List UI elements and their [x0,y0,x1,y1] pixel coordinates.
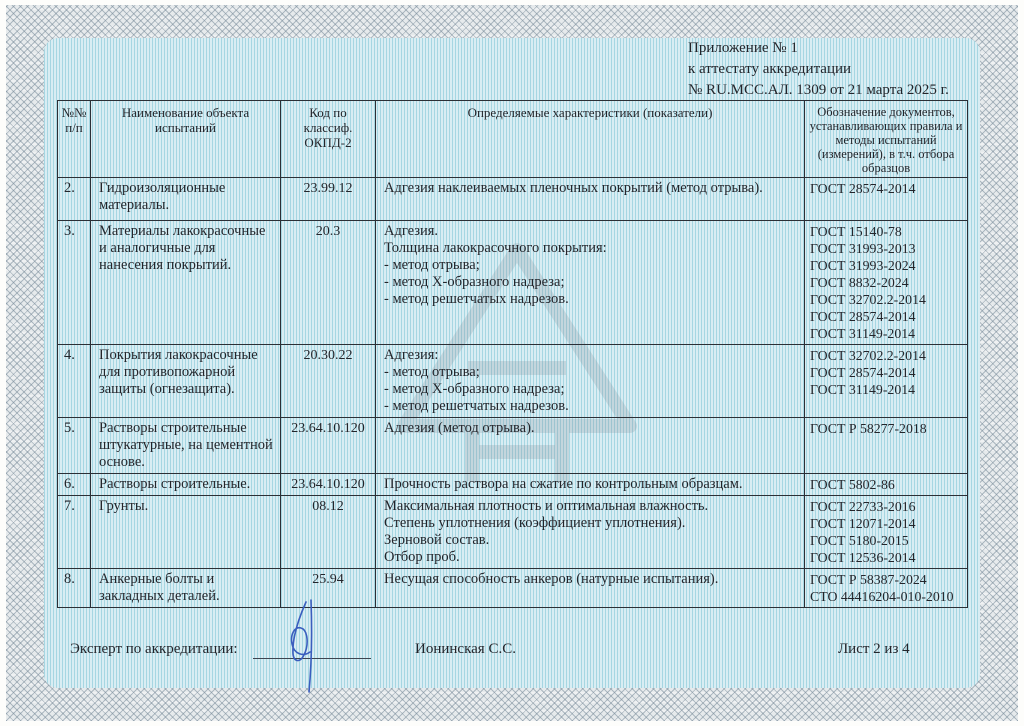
document-line: ГОСТ 32702.2-2014 [810,292,926,307]
header-line: Код по [309,105,347,120]
okpd-code: 23.64.10.120 [281,474,376,496]
annex-header-note [688,38,949,101]
document-line: ГОСТ 31993-2024 [810,258,916,273]
characteristic-line: Прочность раствора на сжатие по контрольным образцам. [384,476,743,492]
characteristics [376,221,805,345]
characteristic-line: Толщина лакокрасочного покрытия: [384,240,607,256]
row-number: 4. [58,345,91,418]
okpd-code: 25.94 [281,569,376,608]
characteristic-line: Зерновой состав. [384,532,490,548]
table-header [58,101,968,178]
characteristic-line: - метод Х-образного надреза; [384,381,565,397]
object-name: Гидроизоляционные материалы. [91,178,281,221]
characteristic-line: Отбор проб. [384,549,460,565]
standards-documents [805,474,968,496]
document-line: ГОСТ 28574-2014 [810,365,916,380]
row-number: 2. [58,178,91,221]
object-name: Материалы лакокрасочные и аналогичные для нанесения покрытий. [91,221,281,345]
document-line: ГОСТ 12536-2014 [810,550,916,565]
document-line: СТО 44416204-010-2010 [810,589,954,604]
table-row [58,221,968,345]
characteristic-line: Максимальная плотность и оптимальная влажность. [384,498,709,514]
document-line: ГОСТ 31149-2014 [810,382,916,397]
object-name: Растворы строительные. [91,474,281,496]
column-header [281,101,376,178]
table-row [58,569,968,608]
document-line: ГОСТ 32702.2-2014 [810,348,926,363]
table-row [58,496,968,569]
row-number: 5. [58,418,91,474]
characteristic-line: Несущая способность анкеров (натурные испытания). [384,571,719,587]
okpd-code: 08.12 [281,496,376,569]
document-line: ГОСТ 28574-2014 [810,309,916,324]
header-line: №№ [61,105,87,120]
header-line: ОКПД-2 [304,135,352,150]
document-line: ГОСТ 8832-2024 [810,275,909,290]
object-name: Покрытия лакокрасочные для противопожарной защиты (огнезащита). [91,345,281,418]
standards-documents [805,418,968,474]
standards-documents [805,178,968,221]
header-line: образцов [861,161,911,175]
document-line: ГОСТ 5802-86 [810,477,895,492]
expert-signature [262,594,340,694]
characteristics [376,474,805,496]
characteristic-line: - метод решетчатых надрезов. [384,291,569,307]
table-header-row [58,101,968,178]
expert-label: Эксперт по аккредитации: [70,641,238,657]
document-line: ГОСТ 31149-2014 [810,326,916,341]
row-number: 7. [58,496,91,569]
row-number: 6. [58,474,91,496]
document-line: ГОСТ 12071-2014 [810,516,916,531]
table-row [58,345,968,418]
table-row [58,178,968,221]
characteristics [376,496,805,569]
expert-name: Ионинская С.С. [415,641,516,657]
okpd-code: 23.64.10.120 [281,418,376,474]
characteristic-line: - метод отрыва; [384,364,480,380]
sheet-number: Лист 2 из 4 [838,641,910,657]
characteristic-line: Адгезия (метод отрыва). [384,420,535,436]
header-line: методы испытаний [835,133,937,147]
object-name: Анкерные болты и закладных деталей. [91,569,281,608]
document-line: ГОСТ 5180-2015 [810,533,909,548]
header-line: испытаний [155,120,216,135]
characteristics [376,345,805,418]
okpd-code: 20.30.22 [281,345,376,418]
characteristics [376,178,805,221]
standards-documents [805,345,968,418]
object-name: Грунты. [91,496,281,569]
standards-documents [805,569,968,608]
characteristic-line: Степень уплотнения (коэффициент уплотнения). [384,515,686,531]
document-line: ГОСТ 22733-2016 [810,499,916,514]
header-line: Наименование объекта [121,105,250,120]
annex-subtitle: к аттестату аккредитации [688,61,852,77]
standards-documents [805,221,968,345]
header-line: (измерений), в т.ч. отбора [817,147,955,161]
header-line: Определяемые характеристики (показатели) [467,105,713,120]
table-row [58,474,968,496]
document-line: ГОСТ Р 58277-2018 [810,421,927,436]
characteristic-line: - метод Х-образного надреза; [384,274,565,290]
header-line: устанавливающих правила и [809,119,963,133]
characteristic-line: Адгезия наклеиваемых пленочных покрытий (метод отрыва). [384,180,763,196]
document-line: ГОСТ 15140-78 [810,224,902,239]
header-line: Обозначение документов, [817,105,955,119]
header-line: п/п [65,120,83,135]
characteristic-line: Адгезия. [384,223,438,239]
row-number: 3. [58,221,91,345]
attestation-number: № RU.МСС.АЛ. 1309 от 21 марта 2025 г. [688,82,949,98]
characteristic-line: Адгезия: [384,347,439,363]
characteristic-line: - метод решетчатых надрезов. [384,398,569,414]
characteristics [376,418,805,474]
characteristics [376,569,805,608]
column-header [376,101,805,178]
table-body [58,178,968,608]
object-name: Растворы строительные штукатурные, на цементной основе. [91,418,281,474]
standards-documents [805,496,968,569]
document-line: ГОСТ 31993-2013 [810,241,916,256]
okpd-code: 20.3 [281,221,376,345]
document-line: ГОСТ Р 58387-2024 [810,572,927,587]
row-number: 8. [58,569,91,608]
characteristic-line: - метод отрыва; [384,257,480,273]
column-header [58,101,91,178]
document-line: ГОСТ 28574-2014 [810,181,916,196]
okpd-code: 23.99.12 [281,178,376,221]
header-line: классиф. [303,120,353,135]
column-header [805,101,968,178]
test-objects-table [57,100,968,608]
annex-title: Приложение № 1 [688,40,798,56]
column-header [91,101,281,178]
table-row [58,418,968,474]
